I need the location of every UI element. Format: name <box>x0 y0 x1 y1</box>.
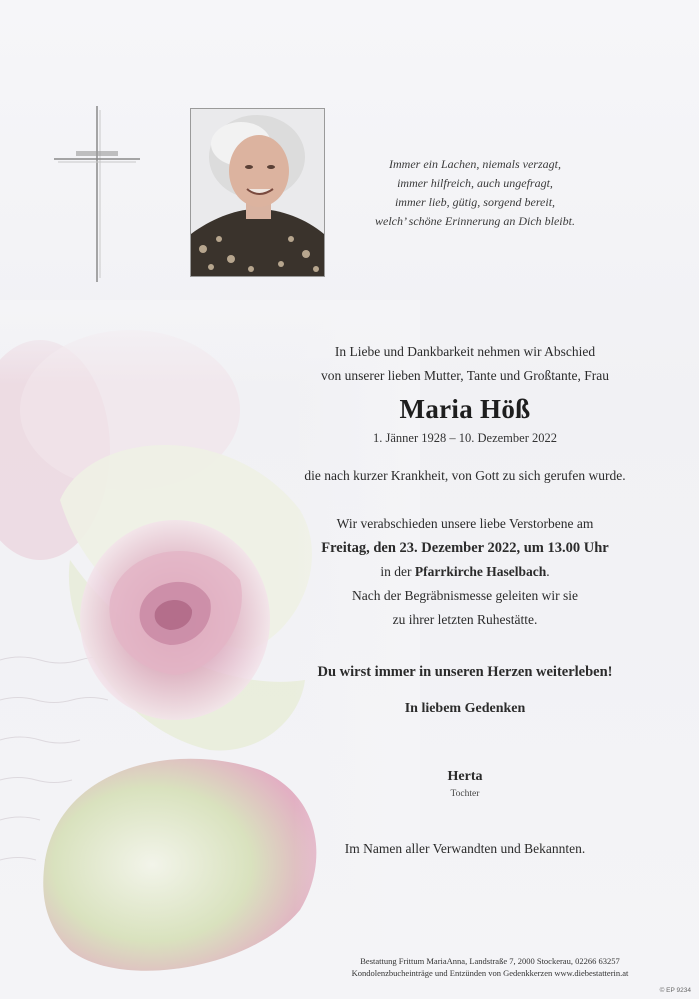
poem-line: immer lieb, gütig, sorgend bereit, <box>394 195 556 209</box>
service-intro: Wir verabschieden unsere liebe Verstorbene am <box>336 516 594 531</box>
service-line: zu ihrer letzten Ruhestätte. <box>392 612 538 627</box>
life-dates: 1. Jänner 1928 – 10. Dezember 2022 <box>373 431 557 445</box>
location-suffix: . <box>546 564 550 579</box>
called-home-text: die nach kurzer Krankheit, von Gott zu sich gerufen wurde. <box>304 468 626 483</box>
poem-line: Immer ein Lachen, niemals verzagt, <box>389 157 561 171</box>
funeral-service-info <box>260 512 670 632</box>
mourner-name: Herta <box>447 769 483 784</box>
funeral-home-footer <box>300 955 680 979</box>
intro-line: In Liebe und Dankbarkeit nehmen wir Abschied <box>334 344 596 359</box>
footer-condolence: Kondolenzbucheinträge und Entzünden von Gedenkkerzen www.diebestatterin.at <box>351 968 629 978</box>
poem-line: immer hilfreich, auch ungefragt, <box>397 176 553 190</box>
service-datetime: Freitag, den 23. Dezember 2022, um 13.00 Uhr <box>321 540 609 556</box>
footer-address: Bestattung Frittum MariaAnna, Landstraße 7, 2000 Stockerau, 02266 63257 <box>360 956 620 966</box>
print-code: © EP 9234 <box>659 987 691 994</box>
in-memory-heading: In liebem Gedenken <box>404 701 526 716</box>
church-name: Pfarrkirche Haselbach <box>414 564 547 579</box>
deceased-name: Maria Höß <box>399 394 531 424</box>
on-behalf-text: Im Namen aller Verwandten und Bekannten. <box>344 841 586 856</box>
mourner-relation: Tochter <box>450 789 480 799</box>
closing-sentiment: Du wirst immer in unseren Herzen weiterleben! <box>317 664 613 680</box>
memorial-poem <box>345 155 605 231</box>
location-prefix: in der <box>380 564 415 579</box>
portrait-photo <box>190 108 325 277</box>
poem-line: welch’ schöne Erinnerung an Dich bleibt. <box>375 214 575 228</box>
farewell-intro <box>260 340 670 388</box>
service-location <box>260 560 670 584</box>
cross-icon <box>52 104 142 284</box>
service-line: Nach der Begräbnismesse geleiten wir sie <box>351 588 579 603</box>
portrait-image <box>191 109 324 276</box>
intro-line: von unserer lieben Mutter, Tante und Großtante, Frau <box>320 368 610 383</box>
